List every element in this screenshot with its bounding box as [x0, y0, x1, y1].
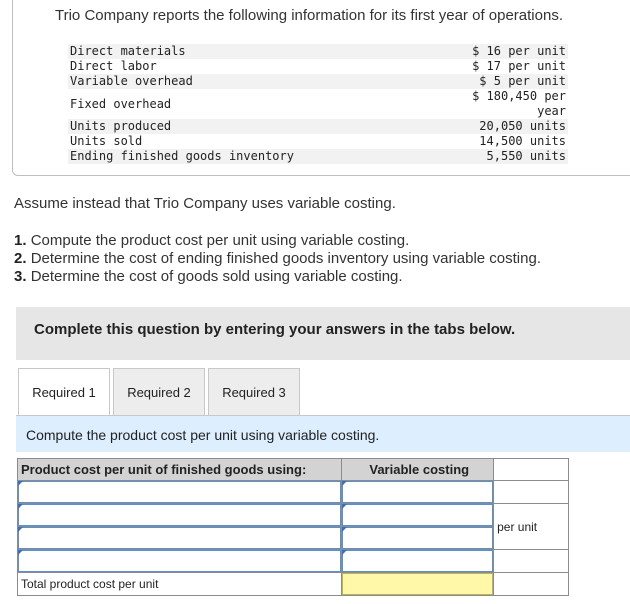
cost-item-select[interactable] [18, 504, 341, 526]
unit-cell-empty [494, 573, 569, 596]
cost-amount-input[interactable] [342, 527, 493, 549]
info-row [68, 134, 568, 149]
info-row [68, 119, 568, 134]
instruction-text: Compute the product cost per unit using variable costing. [26, 427, 380, 443]
table-row [18, 481, 569, 504]
requirements-list [14, 232, 541, 286]
dropdown-marker-icon [18, 504, 23, 509]
info-label: Fixed overhead [70, 96, 172, 111]
grid-header-label: Product cost per unit of finished goods using: [18, 459, 342, 481]
info-value: 5,550 units [486, 149, 566, 163]
cost-item-select[interactable] [18, 550, 341, 572]
instruction-bar [16, 416, 630, 452]
requirement-item: 1. Compute the product cost per unit using variable costing. [14, 232, 410, 249]
total-row [18, 573, 569, 596]
tab-required-2[interactable]: Required 2 [113, 368, 205, 416]
info-value: $ 17 per unit [472, 59, 566, 73]
requirement-item: 2. Determine the cost of ending finished goods inventory using variable costing. [14, 250, 541, 267]
grid-header-variable-costing: Variable costing [342, 459, 494, 481]
table-row [18, 550, 569, 573]
info-value: 14,500 units [479, 134, 566, 148]
table-row [18, 504, 569, 527]
dropdown-marker-icon [342, 527, 347, 532]
cost-data-table [68, 44, 568, 164]
grid-header-blank [494, 459, 569, 481]
tab-required-3[interactable]: Required 3 [208, 368, 300, 416]
info-label: Ending finished goods inventory [68, 149, 385, 164]
cost-item-select[interactable] [18, 527, 341, 549]
banner-text: Complete this question by entering your answers in the tabs below. [34, 321, 516, 338]
info-row [68, 149, 568, 164]
info-value: $ 16 per unit [472, 44, 566, 58]
cost-amount-input[interactable] [342, 550, 493, 572]
unit-cell-empty [494, 481, 569, 504]
info-label: Direct labor [70, 59, 157, 73]
dropdown-marker-icon [18, 550, 23, 555]
info-value: $ 5 per unit [479, 74, 566, 88]
dropdown-marker-icon [342, 550, 347, 555]
unit-cell-empty [494, 550, 569, 573]
dropdown-marker-icon [18, 527, 23, 532]
info-value: $ 180,450 per year [472, 89, 566, 118]
cost-amount-input[interactable] [342, 504, 493, 526]
info-row [68, 59, 568, 74]
info-row [68, 89, 568, 119]
dropdown-marker-icon [342, 504, 347, 509]
tab-required-1[interactable]: Required 1 [18, 368, 110, 417]
unit-label: per unit [494, 504, 569, 550]
total-label: Total product cost per unit [18, 573, 342, 596]
requirement-item: 3. Determine the cost of goods sold using variable costing. [14, 268, 403, 285]
info-label: Units sold [70, 134, 143, 148]
info-label: Variable overhead [68, 74, 385, 89]
assumption-text: Assume instead that Trio Company uses variable costing. [14, 195, 396, 212]
answer-grid [17, 458, 569, 596]
dropdown-marker-icon [18, 481, 23, 486]
info-row [68, 44, 568, 59]
info-label: Units produced [68, 119, 385, 134]
cost-amount-input[interactable] [342, 481, 493, 503]
table-row [18, 527, 569, 550]
total-cost-input[interactable] [342, 573, 493, 595]
info-row [68, 74, 568, 89]
dropdown-marker-icon [342, 481, 347, 486]
info-label: Direct materials [68, 44, 385, 59]
instructions-banner [16, 307, 630, 360]
cost-item-select[interactable] [18, 481, 341, 503]
info-value: 20,050 units [479, 119, 566, 133]
intro-text: Trio Company reports the following information for its first year of operations. [55, 7, 563, 24]
